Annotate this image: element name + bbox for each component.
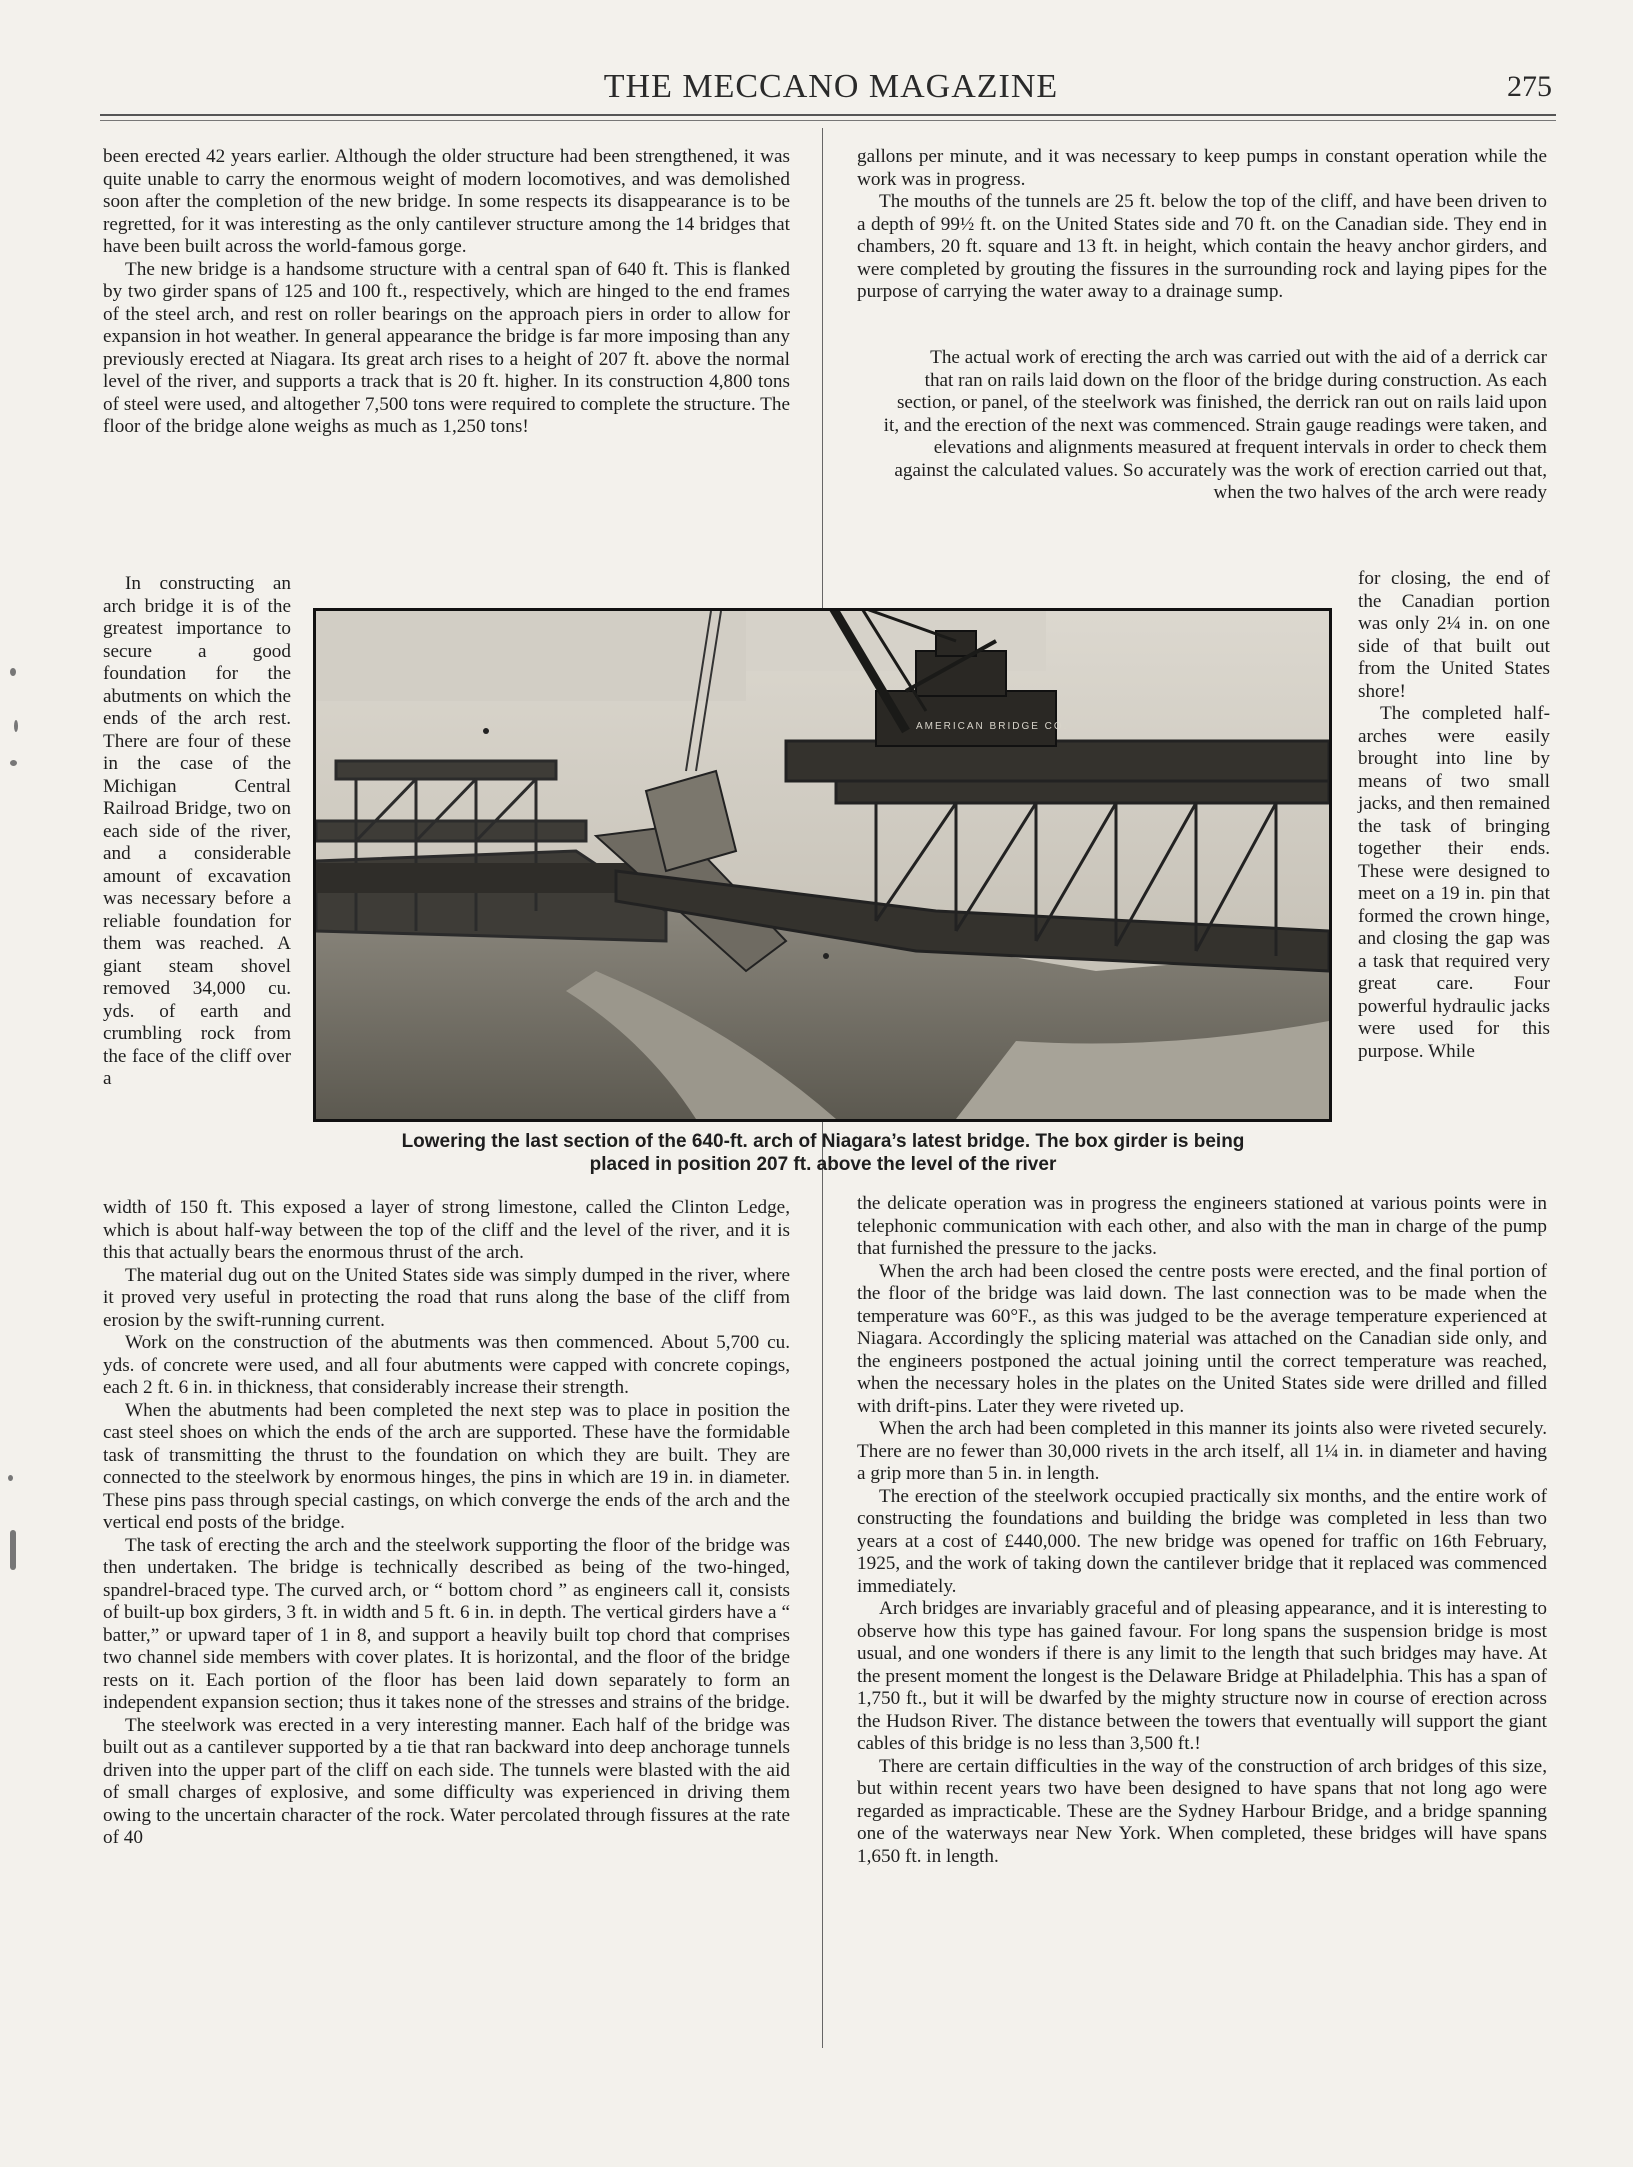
paragraph: the delicate operation was in progress the engineers stationed at various points were in telephonic communication with each other, and also with the man in charge of the pump that furnished the pressure to the jacks. [857, 1193, 1547, 1259]
right-column-bottom [857, 1193, 1547, 1868]
header-rule-thin [100, 120, 1556, 121]
paragraph: width of 150 ft. This exposed a layer of strong limestone, called the Clinton Ledge, which is about half-way between the top of the cliff and the level of the river, and it is this that actually bears the enormous thrust of the arch. [103, 1197, 790, 1263]
left-column-narrow [103, 573, 291, 1091]
paragraph: Work on the construction of the abutments was then commenced. About 5,700 cu. yds. of concrete were used, and all four abutments were capped with concrete copings, each 2 ft. 6 in. in thickness, that considerably increase their strength. [103, 1332, 790, 1398]
paragraph: The actual work of erecting the arch was carried out with the aid of a derrick car that ran on rails laid down on the floor of the bridge during construction. As each section, or panel, of the steelwork was finished, the derrick ran out on rails laid upon it, and the erection of the next was commenced. Strain gauge readings were taken, and elevations and alignments measured at frequent intervals in order to check them against the calculated values. So accurately was the work of erection carried out that, when the two halves of the arch were ready [883, 347, 1547, 503]
paragraph: When the arch had been completed in this manner its joints also were riveted securely. There are no fewer than 30,000 rivets in the arch itself, all 1¼ in. in diameter and having a grip more than 5 in. in length. [857, 1418, 1547, 1484]
paragraph: In constructing an arch bridge it is of the greatest importance to secure a good foundation for the abutments on which the ends of the arch rest. There are four of these in the case of the Michigan Central Railroad Bridge, two on each side of the river, and a considerable amount of excavation was necessary before a reliable foundation for them was reached. A giant steam shovel removed 34,000 cu. yds. of earth and crumbling rock from the face of the cliff over a [103, 573, 291, 1089]
paragraph: The completed half-arches were easily brought into line by means of two small jacks, and then remained the task of bringing together their ends. These were designed to meet on a 19 in. pin that formed the crown hinge, and closing the gap was a task that required very great care. Four powerful hydraulic jacks were used for this purpose. While [1358, 703, 1550, 1062]
paragraph: Arch bridges are invariably graceful and of pleasing appearance, and it is interesting to observe how this type has gained favour. For long spans the suspension bridge is most usual, and one wonders if there is any limit to the length that such bridges may have. At the present moment the longest is the Delaware Bridge at Philadelphia. This has a span of 1,750 ft., but it will be dwarfed by the mighty structure now in course of erection across the Hudson River. The distance between the towers that eventually will support the giant cables of this bridge is no less than 3,500 ft.! [857, 1598, 1547, 1754]
paragraph: for closing, the end of the Canadian portion was only 2¼ in. on one side of that built out from the United States shore! [1358, 568, 1550, 702]
caption-line-2: placed in position 207 ft. above the level of the river [589, 1154, 1057, 1175]
paragraph: The mouths of the tunnels are 25 ft. below the top of the cliff, and have been driven to a depth of 99½ ft. on the United States side and 70 ft. on the Canadian side. They end in chambers, 20 ft. square and 13 ft. in height, which contain the heavy anchor girders, and were completed by grouting the fissures in the surrounding rock and laying pipes for the purpose of carrying the water away to a drainage sump. [857, 191, 1547, 302]
paragraph: The erection of the steelwork occupied practically six months, and the entire work of constructing the foundations and building the bridge was completed in less than two years at a cost of £440,000. The new bridge was opened for traffic on 16th February, 1925, and the work of taking down the cantilever bridge that it replaced was commenced immediately. [857, 1485, 1547, 1597]
page-header [100, 68, 1562, 112]
bridge-photo-illustration [316, 611, 1329, 1119]
right-column-top [857, 146, 1547, 304]
paragraph: When the arch had been closed the centre posts were erected, and the final portion of the floor of the bridge was laid down. The last connection was to be made when the temperature was 60°F., as this was judged to be the average temperature experienced at Niagara. Accordingly the splicing material was attached on the Canadian side only, and the engineers postponed the actual joining until the correct temperature was reached, when the necessary holes in the plates on the United States side were drilled and filled with drift-pins. Later they were riveted up. [857, 1260, 1547, 1417]
right-column-narrow [1358, 568, 1550, 1063]
magazine-title: THE MECCANO MAGAZINE [603, 68, 1059, 105]
paragraph: When the abutments had been completed the next step was to place in position the cast steel shoes on which the ends of the arch are supported. These have the formidable task of transmitting the thrust to the foundation on which they are built. They are connected to the steelwork by enormous hinges, the pins in which are 19 in. in diameter. These pins pass through special castings, on which converge the ends of the arch and the vertical end posts of the bridge. [103, 1399, 790, 1533]
paragraph: The material dug out on the United States side was simply dumped in the river, where it proved very useful in protecting the road that runs along the base of the cliff from erosion by the swift-running current. [103, 1264, 790, 1331]
header-rule [100, 114, 1556, 116]
paragraph: The task of erecting the arch and the steelwork supporting the floor of the bridge was then undertaken. The bridge is technically described as being of the two-hinged, spandrel-braced type. The curved arch, or “ bottom chord ” as engineers call it, consists of built-up box girders, 3 ft. in width and 5 ft. 6 in. in depth. The vertical girders have a “ batter,” or upward taper of 1 in 8, and support a heavily built top chord that comprises two channel side members with cover plates. It is horizontal, and the floor of the bridge rests on it. Each portion of the floor has been laid down separately to form an independent expansion section; thus it takes none of the stresses and strains of the bridge. [103, 1534, 790, 1713]
paragraph: The new bridge is a handsome structure with a central span of 640 ft. This is flanked by two girder spans of 125 and 100 ft., respectively, which are hinged to the end frames of the steel arch, and rest on roller bearings on the approach piers in order to allow for expansion in hot weather. In general appearance the bridge is far more imposing than any previously erected at Niagara. Its great arch rises to a height of 207 ft. above the normal level of the river, and supports a track that is 20 ft. higher. In its construction 4,800 tons of steel were used, and altogether 7,500 tons were required to complete the structure. The floor of the bridge alone weighs as much as 1,250 tons! [103, 258, 790, 437]
paragraph: There are certain difficulties in the way of the construction of arch bridges of this size, but within recent years two have been designed to have spans that not long ago were regarded as impracticable. These are the Sydney Harbour Bridge, and a bridge spanning one of the waterways near New York. When completed, these bridges will have spans 1,650 ft. in length. [857, 1755, 1547, 1867]
photo-caption [318, 1130, 1328, 1176]
bridge-construction-photo [313, 608, 1332, 1122]
paragraph: gallons per minute, and it was necessary to keep pumps in constant operation while the work was in progress. [857, 146, 1547, 190]
paragraph: been erected 42 years earlier. Although the older structure had been strengthened, it was quite unable to carry the enormous weight of modern locomotives, and was demolished soon after the completion of the new bridge. In some respects its disappearance is to be regretted, for it was interesting as the only cantilever structure among the 14 bridges that have been built across the world-famous gorge. [103, 146, 790, 257]
derrick-car-lettering: AMERICAN BRIDGE CO. [916, 721, 1069, 732]
left-column-bottom [103, 1197, 790, 1850]
left-column-top [103, 146, 790, 439]
paragraph: The steelwork was erected in a very interesting manner. Each half of the bridge was built out as a cantilever supported by a tie that ran backward into deep anchorage tunnels driven into the upper part of the cliff on each side. The tunnels were blasted with the aid of small charges of explosive, and some difficulty was experienced in driving them owing to the uncertain character of the rock. Water percolated through fissures at the rate of 40 [103, 1714, 790, 1848]
right-column-wrap [880, 347, 1547, 505]
caption-line-1: Lowering the last section of the 640-ft. arch of Niagara’s latest bridge. The box girder is being [401, 1131, 1245, 1152]
page-number: 275 [1507, 70, 1552, 103]
